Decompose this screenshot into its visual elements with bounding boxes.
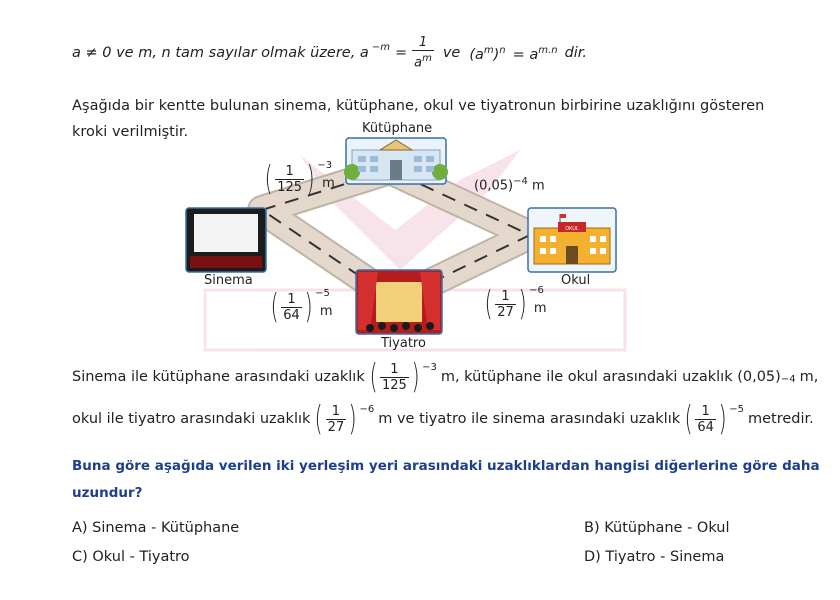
label-cinema: Sinema (204, 273, 253, 288)
school-sign: OKUL (565, 226, 579, 232)
school-building (528, 208, 616, 272)
rule-result: = $a^{m.n}$ (512, 44, 558, 63)
dist-cinema-library: ( $\frac{1}{125}$ ) $^{-3}$ m (264, 159, 335, 199)
intro-line-2: kroki verilmiştir. (72, 124, 189, 140)
rule-lead: a ≠ 0 ve m, n tam sayılar olmak üzere, a (72, 44, 369, 61)
rule-exp1: −m (371, 41, 390, 53)
option-b[interactable]: B) Kütüphane - Okul (584, 520, 730, 536)
label-school: Okul (561, 273, 591, 288)
label-library: Kütüphane (362, 121, 433, 136)
statement-line-1: Sinema ile kütüphane arasındaki uzaklık ( $\frac{1}{125}$ ) $^{-3}$ m, kütüphane ile okul arasındaki uzaklık (0,05) $_{-4}$ m, (72, 357, 819, 397)
statement-line-2: okul ile tiyatro arasındaki uzaklık ( $\frac{1}{27}$ ) $^{-6}$ m ve tiyatro ile sinema arasındaki uzaklık ( $\frac{1}{64}$ ) $^{-5}$ metredir. (72, 399, 814, 439)
question-line-1: Buna göre aşağıda verilen iki yerleşim yeri arasındaki uzaklıklardan hangisi diğerlerine göre daha (72, 458, 820, 474)
intro-line-1: Aşağıda bir kentte bulunan sinema, kütüphane, okul ve tiyatronun birbirine uzaklığını gösteren (72, 98, 765, 114)
library-building (344, 138, 448, 184)
rule-mid: ve (442, 44, 461, 61)
question-line-2: uzundur? (72, 485, 143, 501)
dist-theater-cinema: ( $\frac{1}{64}$ ) $^{-5}$ m (270, 287, 333, 327)
option-a[interactable]: A) Sinema - Kütüphane (72, 520, 240, 536)
rule-frac-num: 1 (418, 35, 428, 50)
dist-school-theater: ( $\frac{1}{27}$ ) $^{-6}$ m (484, 284, 547, 324)
theater-building (356, 270, 442, 334)
label-theater: Tiyatro (381, 336, 426, 351)
dist-library-school: $(0,05)^{-4}$ m (474, 176, 545, 194)
option-d[interactable]: D) Tiyatro - Sinema (584, 549, 725, 565)
rule-tail: dir. (564, 44, 588, 61)
option-c[interactable]: C) Okul - Tiyatro (72, 549, 190, 565)
rule-eq: = (394, 44, 408, 61)
rule-power: $(a^m)^n$ (469, 44, 506, 63)
cinema-building (186, 208, 266, 272)
rule-frac-den: $a^m$ (412, 50, 434, 70)
